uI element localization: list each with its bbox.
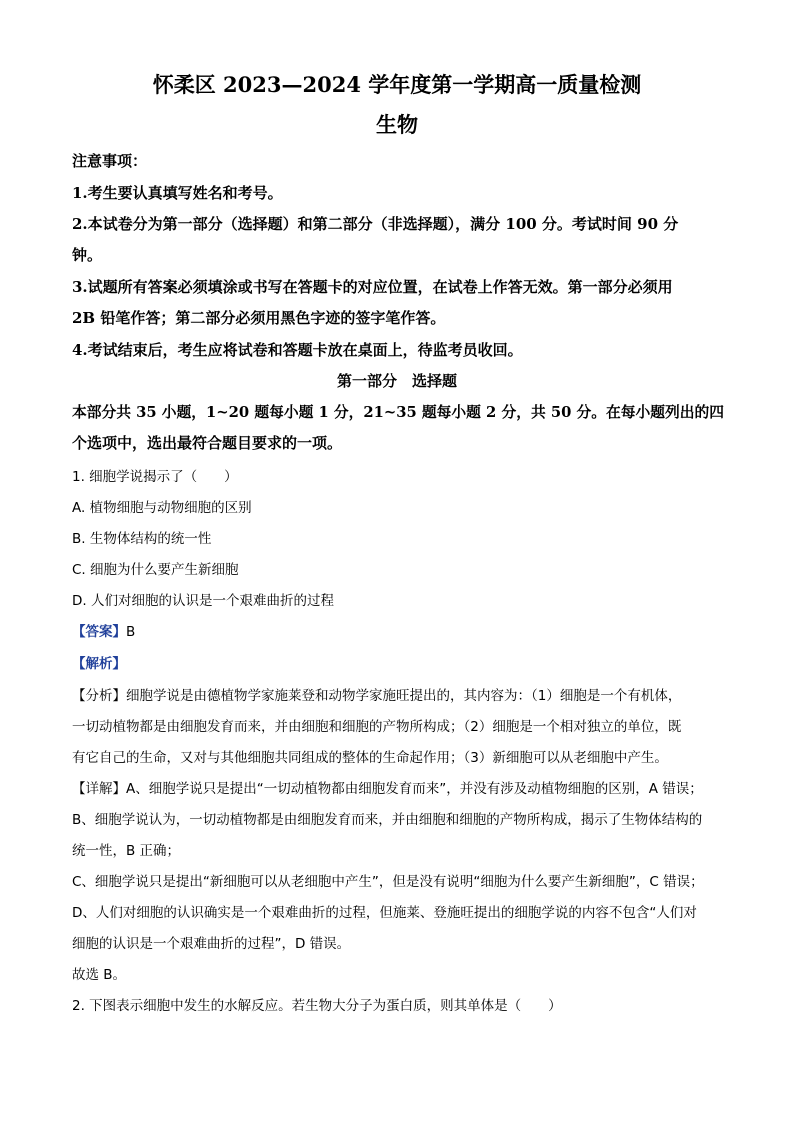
q1-fenxi-line: 有它自己的生命，又对与其他细胞共同组成的整体的生命起作用；（3）新细胞可以从老细胞中产生。 [72,750,668,766]
answer-value: B [126,624,136,640]
q1-option-a: A. 植物细胞与动物细胞的区别 [72,500,252,516]
q1-analysis-tag [72,652,732,672]
answer-tag: 【答案】 [72,624,126,640]
q1-option-c: C. 细胞为什么要产生新细胞 [72,562,239,578]
analysis-tag: 【解析】 [72,656,126,672]
notice-item: 2.本试卷分为第一部分（选择题）和第二部分（非选择题），满分 100 分。考试时间 90 分 [72,215,679,233]
xiangjie-tag: 【详解】 [72,781,126,797]
exam-subject: 生物 [376,112,418,137]
q1-xiangjie-line [72,777,732,797]
q1-option-b: B. 生物体结构的统一性 [72,531,212,547]
part1-intro: 个选项中，选出最符合题目要求的一项。 [72,434,343,452]
q1-xiangjie-line: 细胞的认识是一个艰难曲折的过程”，D 错误。 [72,936,351,952]
q1-answer [72,620,732,640]
q1-fenxi-line: 一切动植物都是由细胞发育而来，并由细胞和细胞的产物所构成；（2）细胞是一个相对独立的单位，既 [72,719,682,735]
q1-xiangjie-line: B、细胞学说认为，一切动植物都是由细胞发育而来，并由细胞和细胞的产物所构成，揭示了生物体结构的 [72,812,703,828]
notice-item: 4.考试结束后，考生应将试卷和答题卡放在桌面上，待监考员收回。 [72,341,523,359]
q1-fenxi-line [72,684,732,704]
notice-item: 钟。 [72,246,103,264]
q1-conclusion: 故选 B。 [72,967,127,983]
q1-option-d: D. 人们对细胞的认识是一个艰难曲折的过程 [72,593,334,609]
part1-intro: 本部分共 35 小题，1~20 题每小题 1 分，21~35 题每小题 2 分，共 50 分。在每小题列出的四 [72,404,724,421]
q1-xiangjie-line: D、人们对细胞的认识确实是一个艰难曲折的过程，但施莱、登施旺提出的细胞学说的内容不包含“人们对 [72,905,697,921]
q1-stem: 1. 细胞学说揭示了（ ） [72,469,238,485]
part1-heading: 第一部分 选择题 [336,372,457,390]
xiangjie-text: A、细胞学说只是提出“一切动植物都由细胞发育而来”，并没有涉及动植物细胞的区别，A 错误； [126,781,703,797]
notice-heading: 注意事项： [72,152,148,170]
notice-item: 3.试题所有答案必须填涂或书写在答题卡的对应位置，在试卷上作答无效。第一部分必须用 [72,278,673,296]
fenxi-text: 细胞学说是由德植物学家施莱登和动物学家施旺提出的，其内容为：（1）细胞是一个有机体， [126,688,682,704]
q1-xiangjie-line: 统一性，B 正确； [72,843,181,859]
fenxi-tag: 【分析】 [72,688,126,704]
exam-title: 怀柔区 2023—2024 学年度第一学期高一质量检测 [152,72,642,97]
q2-stem: 2. 下图表示细胞中发生的水解反应。若生物大分子为蛋白质，则其单体是（ ） [72,998,562,1014]
q1-xiangjie-line: C、细胞学说只是提出“新细胞可以从老细胞中产生”，但是没有说明“细胞为什么要产生新细胞”，C 错误； [72,874,704,890]
notice-item: 2B 铅笔作答；第二部分必须用黑色字迹的签字笔作答。 [72,309,446,327]
notice-item: 1.考生要认真填写姓名和考号。 [72,184,283,202]
